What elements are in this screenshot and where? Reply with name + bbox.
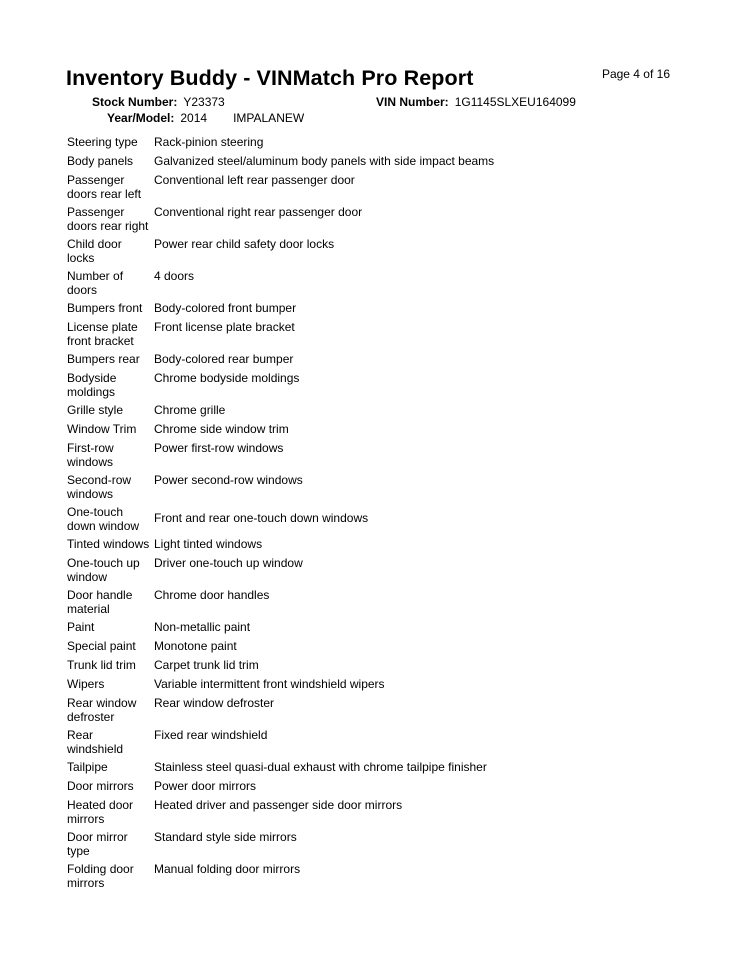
spec-value: Body-colored rear bumper	[154, 352, 294, 366]
spec-value: Front and rear one-touch down windows	[154, 511, 369, 525]
spec-label-line: locks	[67, 251, 95, 265]
spec-row	[67, 369, 494, 401]
spec-label-line: Rear window	[67, 696, 137, 710]
spec-label-line: down window	[67, 519, 140, 533]
spec-row	[67, 503, 494, 535]
spec-label-line: Passenger	[67, 205, 125, 219]
spec-value: Rear window defroster	[154, 696, 275, 710]
spec-label-line: Wipers	[67, 677, 105, 691]
spec-value: Galvanized steel/aluminum body panels with side impact beams	[154, 154, 495, 168]
spec-label	[67, 554, 154, 586]
spec-label-line: doors rear right	[67, 219, 149, 233]
spec-label-line: windows	[67, 455, 114, 469]
spec-label-line: Rear	[67, 728, 94, 742]
spec-label-line: doors	[67, 283, 98, 297]
spec-label-line: mirrors	[67, 876, 105, 890]
spec-label	[67, 439, 154, 471]
year-value: 2014	[180, 111, 208, 125]
spec-label-line: Grille style	[67, 403, 124, 417]
spec-row	[67, 401, 494, 420]
report-title: Inventory Buddy - VINMatch Pro Report	[66, 66, 474, 90]
spec-value: Body-colored front bumper	[154, 301, 297, 315]
spec-label-line: doors rear left	[67, 187, 142, 201]
spec-row	[67, 586, 494, 618]
spec-row	[67, 152, 494, 171]
year-model-label: Year/Model:	[107, 111, 175, 125]
spec-label	[67, 401, 154, 420]
spec-label-line: Door handle	[67, 588, 133, 602]
spec-label-line: Tailpipe	[67, 760, 108, 774]
spec-label	[67, 637, 154, 656]
spec-row	[67, 171, 494, 203]
spec-label-line: Bumpers rear	[67, 352, 140, 366]
stock-number-label: Stock Number:	[92, 95, 178, 109]
spec-label	[67, 152, 154, 171]
spec-label	[67, 828, 154, 860]
spec-label-line: License plate	[67, 320, 138, 334]
spec-row	[67, 350, 494, 369]
spec-label-line: Folding door	[67, 862, 134, 876]
spec-row	[67, 758, 494, 777]
spec-value: Light tinted windows	[154, 537, 263, 551]
spec-label-line: Steering type	[67, 135, 138, 149]
vin-number-value: 1G1145SLXEU164099	[454, 95, 576, 109]
spec-label	[67, 235, 154, 267]
spec-label-line: Number of	[67, 269, 124, 283]
spec-value: Driver one-touch up window	[154, 556, 303, 570]
spec-value: Manual folding door mirrors	[154, 862, 301, 876]
spec-table	[67, 133, 494, 892]
spec-value: Conventional right rear passenger door	[154, 205, 363, 219]
spec-value: Non-metallic paint	[154, 620, 251, 634]
spec-label	[67, 618, 154, 637]
spec-label	[67, 203, 154, 235]
page-number: Page 4 of 16	[601, 67, 670, 81]
spec-value: Variable intermittent front windshield wipers	[154, 677, 385, 691]
spec-label	[67, 796, 154, 828]
spec-label-line: material	[67, 602, 110, 616]
spec-label	[67, 758, 154, 777]
spec-value: Chrome door handles	[154, 588, 270, 602]
spec-value: 4 doors	[154, 269, 195, 283]
spec-row	[67, 777, 494, 796]
spec-label	[67, 318, 154, 350]
spec-row	[67, 860, 494, 892]
spec-value: Carpet trunk lid trim	[154, 658, 259, 672]
spec-label	[67, 656, 154, 675]
spec-label	[67, 726, 154, 758]
spec-label	[67, 777, 154, 796]
spec-label	[67, 420, 154, 439]
spec-row	[67, 471, 494, 503]
spec-label	[67, 694, 154, 726]
spec-label-line: windshield	[67, 742, 124, 756]
spec-row	[67, 637, 494, 656]
spec-label-line: Paint	[67, 620, 95, 634]
spec-row	[67, 554, 494, 586]
spec-row	[67, 675, 494, 694]
spec-label	[67, 171, 154, 203]
spec-label	[67, 860, 154, 892]
spec-row	[67, 535, 494, 554]
spec-value: Chrome grille	[154, 403, 226, 417]
spec-row	[67, 299, 494, 318]
spec-row	[67, 203, 494, 235]
spec-label-line: defroster	[67, 710, 115, 724]
stock-number-value: Y23373	[183, 95, 225, 109]
spec-value: Power second-row windows	[154, 473, 303, 487]
year-model	[107, 111, 304, 125]
spec-value: Heated driver and passenger side door mirrors	[154, 798, 403, 812]
spec-label-line: Child door	[67, 237, 122, 251]
spec-label	[67, 471, 154, 503]
spec-value: Conventional left rear passenger door	[154, 173, 355, 187]
spec-label	[67, 675, 154, 694]
vin-number	[376, 95, 576, 109]
spec-row	[67, 726, 494, 758]
spec-label-line: Window Trim	[67, 422, 137, 436]
spec-label-line: One-touch up	[67, 556, 140, 570]
spec-label	[67, 535, 154, 554]
spec-label-line: Bumpers front	[67, 301, 143, 315]
spec-row	[67, 439, 494, 471]
spec-value: Monotone paint	[154, 639, 237, 653]
spec-label-line: moldings	[67, 385, 116, 399]
spec-row	[67, 694, 494, 726]
spec-row	[67, 420, 494, 439]
spec-value: Power rear child safety door locks	[154, 237, 335, 251]
spec-label-line: window	[67, 570, 108, 584]
spec-label-line: Body panels	[67, 154, 134, 168]
spec-label-line: Passenger	[67, 173, 125, 187]
spec-label	[67, 299, 154, 318]
spec-row	[67, 267, 494, 299]
spec-label-line: One-touch	[67, 505, 124, 519]
spec-label-line: Special paint	[67, 639, 136, 653]
spec-value: Chrome bodyside moldings	[154, 371, 300, 385]
spec-label-line: Tinted windows	[67, 537, 150, 551]
spec-value: Power door mirrors	[154, 779, 257, 793]
spec-row	[67, 235, 494, 267]
spec-value: Front license plate bracket	[154, 320, 295, 334]
spec-label-line: Door mirror	[67, 830, 128, 844]
model-value: IMPALANEW	[233, 111, 305, 125]
spec-value: Standard style side mirrors	[154, 830, 297, 844]
spec-value: Stainless steel quasi-dual exhaust with chrome tailpipe finisher	[154, 760, 487, 774]
spec-label	[67, 503, 154, 535]
spec-row	[67, 828, 494, 860]
spec-label	[67, 586, 154, 618]
spec-row	[67, 318, 494, 350]
stock-number	[92, 95, 225, 109]
spec-label-line: type	[67, 844, 90, 858]
spec-table-body	[67, 133, 494, 892]
vin-number-label: VIN Number:	[376, 95, 449, 109]
spec-label-line: First-row	[67, 441, 114, 455]
spec-value: Rack-pinion steering	[154, 135, 264, 149]
spec-label-line: mirrors	[67, 812, 105, 826]
spec-label-line: Second-row	[67, 473, 132, 487]
spec-label	[67, 133, 154, 152]
spec-row	[67, 618, 494, 637]
spec-label	[67, 350, 154, 369]
spec-label-line: windows	[67, 487, 114, 501]
spec-label-line: front bracket	[67, 334, 134, 348]
spec-value: Power first-row windows	[154, 441, 284, 455]
spec-label-line: Trunk lid trim	[67, 658, 136, 672]
spec-label-line: Heated door	[67, 798, 134, 812]
spec-label-line: Bodyside	[67, 371, 117, 385]
spec-row	[67, 133, 494, 152]
spec-row	[67, 656, 494, 675]
spec-label	[67, 369, 154, 401]
spec-row	[67, 796, 494, 828]
spec-value: Chrome side window trim	[154, 422, 289, 436]
spec-label	[67, 267, 154, 299]
spec-label-line: Door mirrors	[67, 779, 134, 793]
spec-value: Fixed rear windshield	[154, 728, 268, 742]
